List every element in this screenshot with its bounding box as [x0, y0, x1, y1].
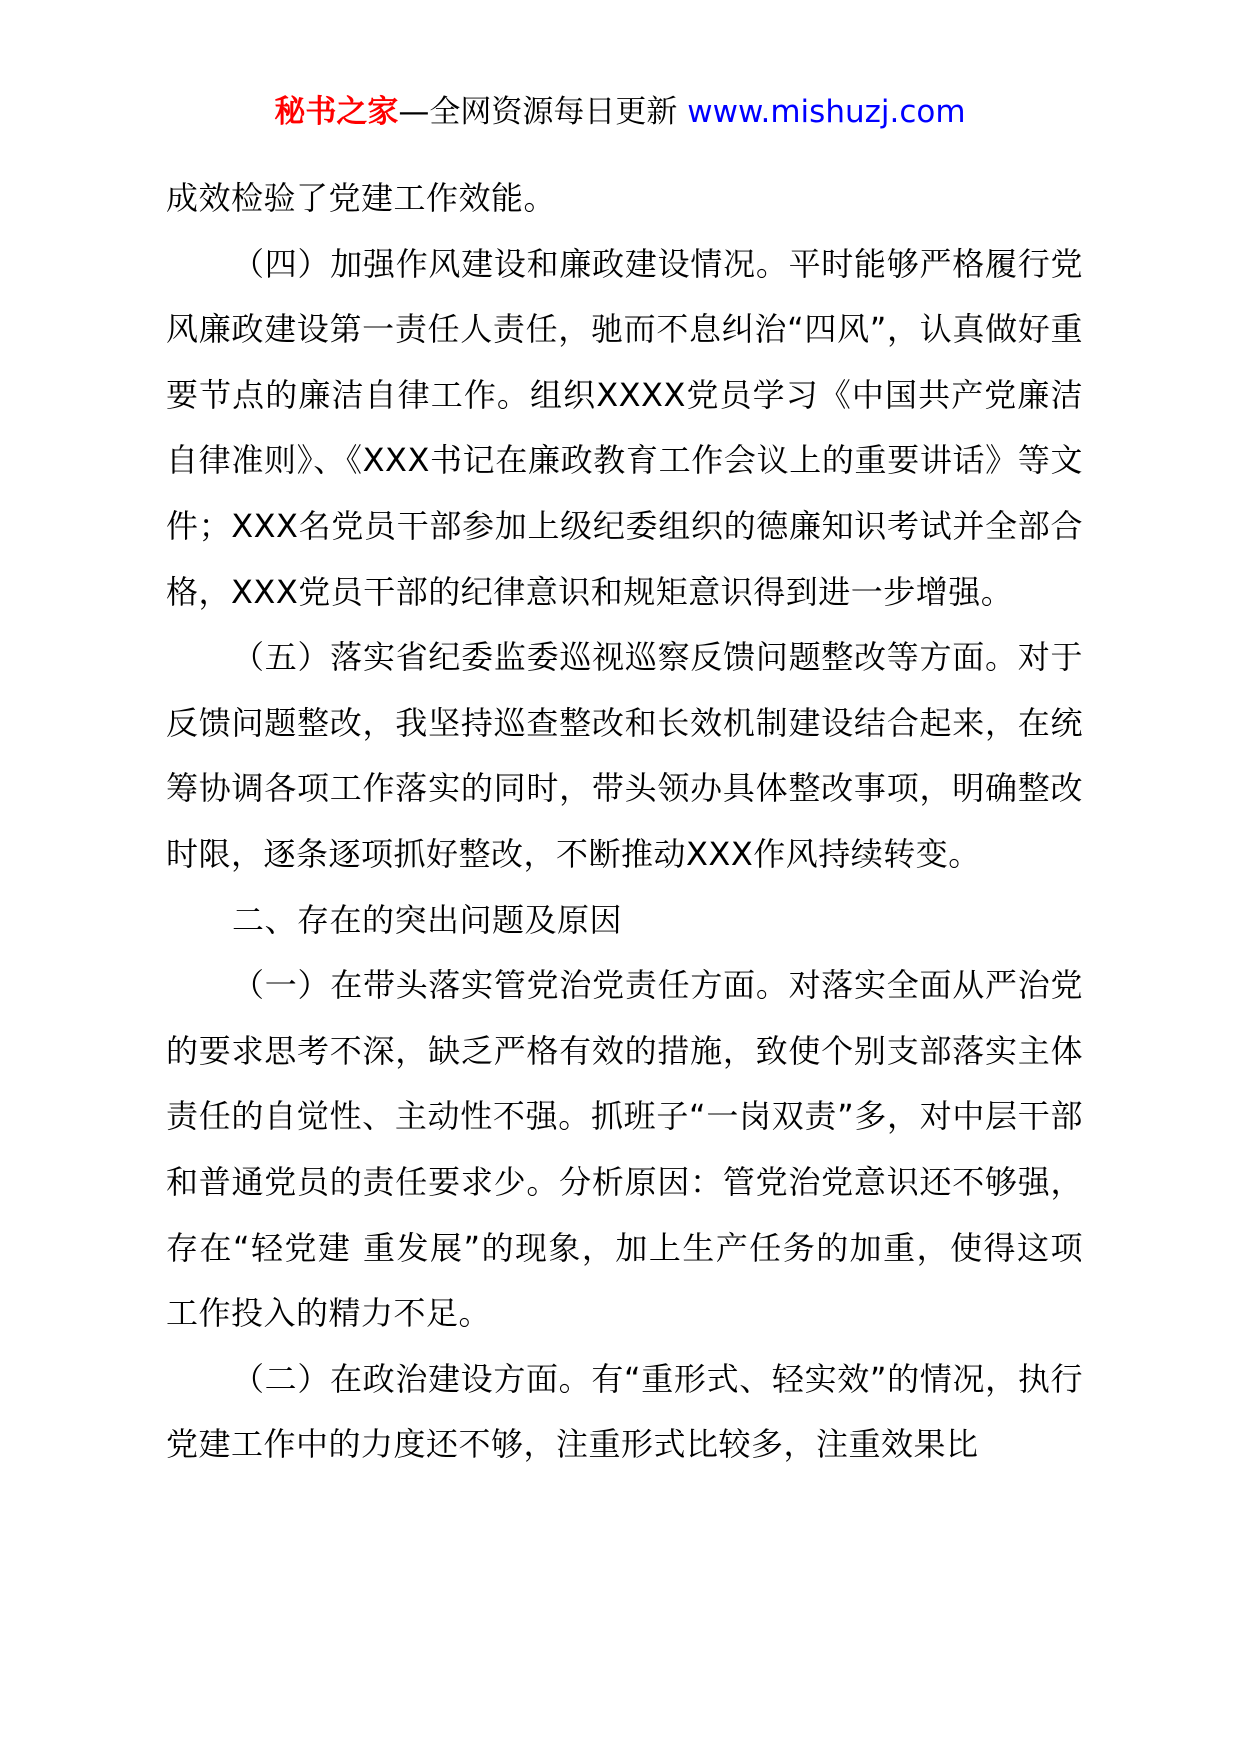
paragraph-problem-2: （二）在政治建设方面。有“重形式、轻实效”的情况，执行党建工作中的力度还不够，注重形式比较多，注重效果比	[166, 1359, 1083, 1464]
paragraph-section-5: （五）落实省纪委监委巡视巡察反馈问题整改等方面。对于反馈问题整改，我坚持巡查整改和长效机制建设结合起来，在统筹协调各项工作落实的同时，带头领办具体整改事项，明确整改时限，逐条逐项抓好整改，不断推动XXX作风持续转变。	[166, 638, 1083, 873]
paragraph-problem-1: （一）在带头落实管党治党责任方面。对落实全面从严治党的要求思考不深，缺乏严格有效的措施，致使个别支部落实主体责任的自觉性、主动性不强。抓班子“一岗双责”多，对中层干部和普通党员的责任要求少。分析原因：管党治党意识还不够强，存在“轻党建 重发展”的现象，加上生产任务的加重，使得这项工作投入的精力不足。	[166, 966, 1083, 1333]
site-header	[0, 92, 1240, 132]
paragraph-continuation: 成效检验了党建工作效能。	[166, 179, 557, 217]
site-tagline: —全网资源每日更新	[398, 94, 678, 130]
site-brand: 秘书之家	[274, 94, 399, 130]
section-heading-problems: 二、存在的突出问题及原因	[232, 900, 623, 939]
site-url-link[interactable]: www.mishuzj.com	[687, 94, 966, 130]
document-body	[166, 166, 1083, 1478]
paragraph-section-4: （四）加强作风建设和廉政建设情况。平时能够严格履行党风廉政建设第一责任人责任，驰而不息纠治“四风”，认真做好重要节点的廉洁自律工作。组织XXXX党员学习《中国共产党廉洁自律准则》、《XXX书记在廉政教育工作会议上的重要讲话》等文件；XXX名党员干部参加上级纪委组织的德廉知识考试并全部合格，XXX党员干部的纪律意识和规矩意识得到进一步增强。	[166, 244, 1083, 611]
